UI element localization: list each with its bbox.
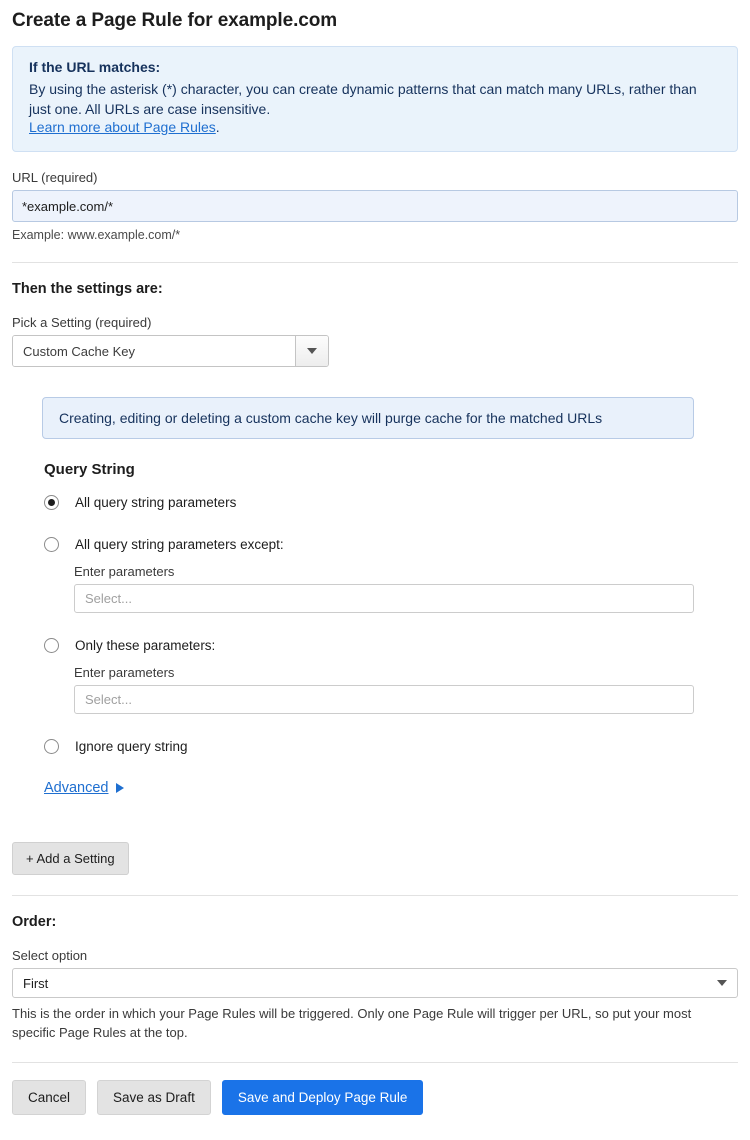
radio-only-these[interactable] xyxy=(44,631,738,659)
radio-icon[interactable] xyxy=(44,537,59,552)
chevron-down-icon xyxy=(307,348,317,354)
chevron-right-icon xyxy=(116,783,124,793)
enter-parameters-label: Enter parameters xyxy=(74,564,175,579)
radio-icon[interactable] xyxy=(44,495,59,510)
divider-order xyxy=(12,895,738,896)
callout-description: By using the asterisk (*) character, you can create dynamic patterns that can match many URLs, rather than just one. All URLs are case insensitive. xyxy=(29,81,697,117)
advanced-label[interactable]: Advanced xyxy=(44,780,109,796)
chevron-down-icon xyxy=(717,980,727,986)
radio-ignore-query-string[interactable] xyxy=(44,732,738,760)
all-except-params-input[interactable] xyxy=(74,584,694,613)
order-select[interactable] xyxy=(12,968,738,998)
query-string-title: Query String xyxy=(44,461,135,478)
divider-actions xyxy=(12,1062,738,1063)
page-title: Create a Page Rule for example.com xyxy=(12,10,338,31)
settings-section-title: Then the settings are: xyxy=(12,281,163,297)
divider-top xyxy=(12,262,738,263)
callout-link-suffix: . xyxy=(215,119,220,135)
radio-all-query-string-parameters[interactable] xyxy=(44,488,738,516)
pick-setting-label: Pick a Setting (required) xyxy=(12,315,152,330)
pick-setting-select[interactable] xyxy=(12,335,329,367)
radio-label: Ignore query string xyxy=(75,738,188,754)
purge-cache-note: Creating, editing or deleting a custom cache key will purge cache for the matched URLs xyxy=(42,397,694,439)
only-these-params-placeholder: Select... xyxy=(85,692,132,707)
save-draft-button[interactable]: Save as Draft xyxy=(97,1080,211,1115)
form-actions xyxy=(12,1080,738,1133)
radio-label: All query string parameters except: xyxy=(75,536,284,552)
radio-all-except[interactable] xyxy=(44,530,738,558)
order-select-value: First xyxy=(23,975,49,991)
radio-icon[interactable] xyxy=(44,638,59,653)
page-rule-form xyxy=(0,10,750,1133)
url-input[interactable] xyxy=(12,190,738,222)
order-select-label: Select option xyxy=(12,948,88,963)
all-except-params-placeholder: Select... xyxy=(85,591,132,606)
only-these-params-input[interactable] xyxy=(74,685,694,714)
learn-more-link[interactable]: Learn more about Page Rules xyxy=(29,119,216,135)
url-field-hint: Example: www.example.com/* xyxy=(12,228,181,242)
enter-parameters-label: Enter parameters xyxy=(74,665,175,680)
order-hint: This is the order in which your Page Rules will be triggered. Only one Page Rule will trigger per URL, so put your most specific Page Rules at the top. xyxy=(12,1006,692,1040)
add-setting-button[interactable]: + Add a Setting xyxy=(12,842,129,875)
url-field-label: URL (required) xyxy=(12,170,98,185)
custom-cache-key-panel xyxy=(12,397,738,796)
pick-setting-dropdown-button[interactable] xyxy=(295,336,328,366)
all-except-params-block xyxy=(74,564,738,613)
callout-title: If the URL matches: xyxy=(29,59,161,75)
save-deploy-button[interactable]: Save and Deploy Page Rule xyxy=(222,1080,424,1115)
url-matches-callout xyxy=(12,46,738,152)
radio-icon[interactable] xyxy=(44,739,59,754)
radio-label: Only these parameters: xyxy=(75,637,216,653)
radio-label: All query string parameters xyxy=(75,494,237,510)
advanced-toggle[interactable] xyxy=(44,780,738,796)
cancel-button[interactable]: Cancel xyxy=(12,1080,86,1115)
order-title: Order: xyxy=(12,914,57,930)
only-these-params-block xyxy=(74,665,738,714)
pick-setting-value: Custom Cache Key xyxy=(13,336,295,366)
